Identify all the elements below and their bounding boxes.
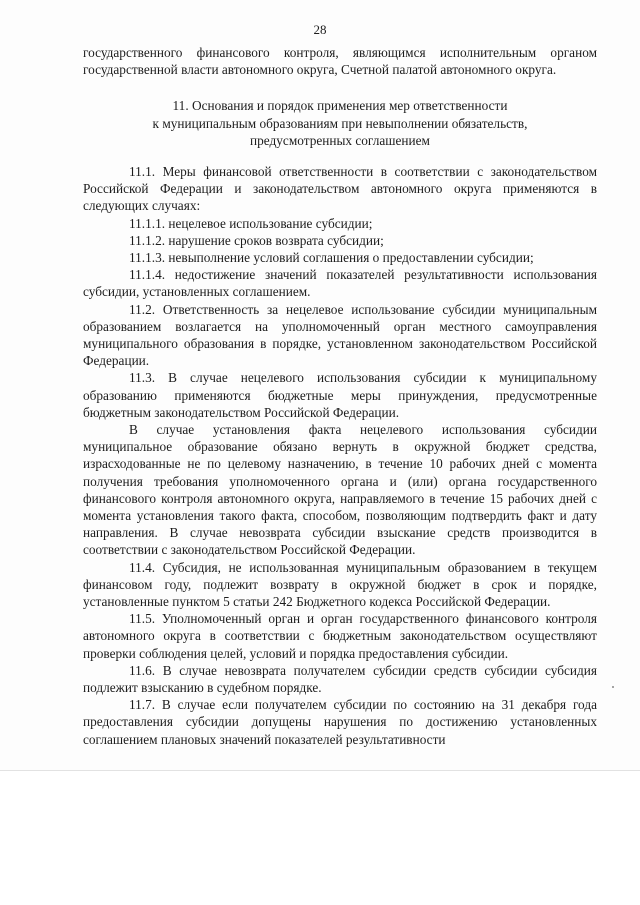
scan-speck — [612, 686, 614, 688]
section-title-line: предусмотренных соглашением — [250, 133, 430, 149]
paragraph-11-7: 11.7. В случае если получателем субсидии по состоянию на 31 декабря года предоставления субсидии допущены нарушения по достижению установленных соглашением плановых значений показателей результативности — [83, 697, 597, 747]
paragraph-11-6: 11.6. В случае невозврата получателем субсидии средств субсидии субсидия подлежит взысканию в судебном порядке. — [83, 662, 597, 695]
section-title-line: к муниципальным образованиям при невыполнении обязательств, — [152, 115, 528, 131]
paragraph-11-1-4: 11.1.4. недостижение значений показателей результативности использования субсидии, установленных соглашением. — [83, 267, 597, 300]
paragraph-11-1: 11.1. Меры финансовой ответственности в соответствии с законодательством Российской Федерации и законодательством автономного округа применяются в следующих случаях: — [83, 163, 597, 214]
paragraph-11-4: 11.4. Субсидия, не использованная муниципальным образованием в текущем финансовом году, подлежит возврату в окружной бюджет в срок и порядке, установленные пунктом 5 статьи 242 Бюджетного кодекса Российской Федерации. — [83, 559, 597, 609]
intro-paragraph: государственного финансового контроля, являющимся исполнительным органом государственной власти автономного округа, Счетной палатой автономного округа. — [83, 45, 597, 78]
paragraph-11-1-1: 11.1.1. нецелевое использование субсидии; — [129, 215, 373, 231]
paragraph-11-3-continued: В случае установления факта нецелевого использования субсидии муниципальное образование обязано вернуть в окружной бюджет средства, израсходованные не по целевому назначению, в течение 10 рабочих дней с момента получения требования уполномоченного органа и (или) органа государственного финансового контроля автономного округа, направляемого в течение 15 рабочих дней с момента установления такого факта, способом, позволяющим подтвердить факт и дату направления. В случае невозврата субсидии взыскание средств производится в соответствии с законодательством Российской Федерации. — [83, 421, 597, 558]
section-heading — [83, 97, 597, 150]
paragraph-11-5: 11.5. Уполномоченный орган и орган государственного финансового контроля автономного округа в соответствии с бюджетным законодательством осуществляют проверки соблюдения целей, условий и порядка предоставления субсидии. — [83, 611, 597, 661]
paragraph-11-1-3: 11.1.3. невыполнение условий соглашения о предоставлении субсидии; — [129, 249, 534, 265]
paragraph-11-2: 11.2. Ответственность за нецелевое использование субсидии муниципальным образованием возлагается на уполномоченный орган местного самоуправления муниципального образования в порядке, установленном законодательством Российской Федерации. — [83, 301, 597, 369]
paragraph-11-1-2: 11.1.2. нарушение сроков возврата субсидии; — [129, 232, 384, 248]
section-title-line: 11. Основания и порядок применения мер ответственности — [172, 98, 508, 114]
page-number: 28 — [313, 22, 327, 37]
paragraph-11-3: 11.3. В случае нецелевого использования субсидии к муниципальному образованию применяются бюджетные меры принуждения, предусмотренные бюджетным законодательством Российской Федерации. — [83, 370, 597, 420]
document-body — [83, 44, 597, 748]
